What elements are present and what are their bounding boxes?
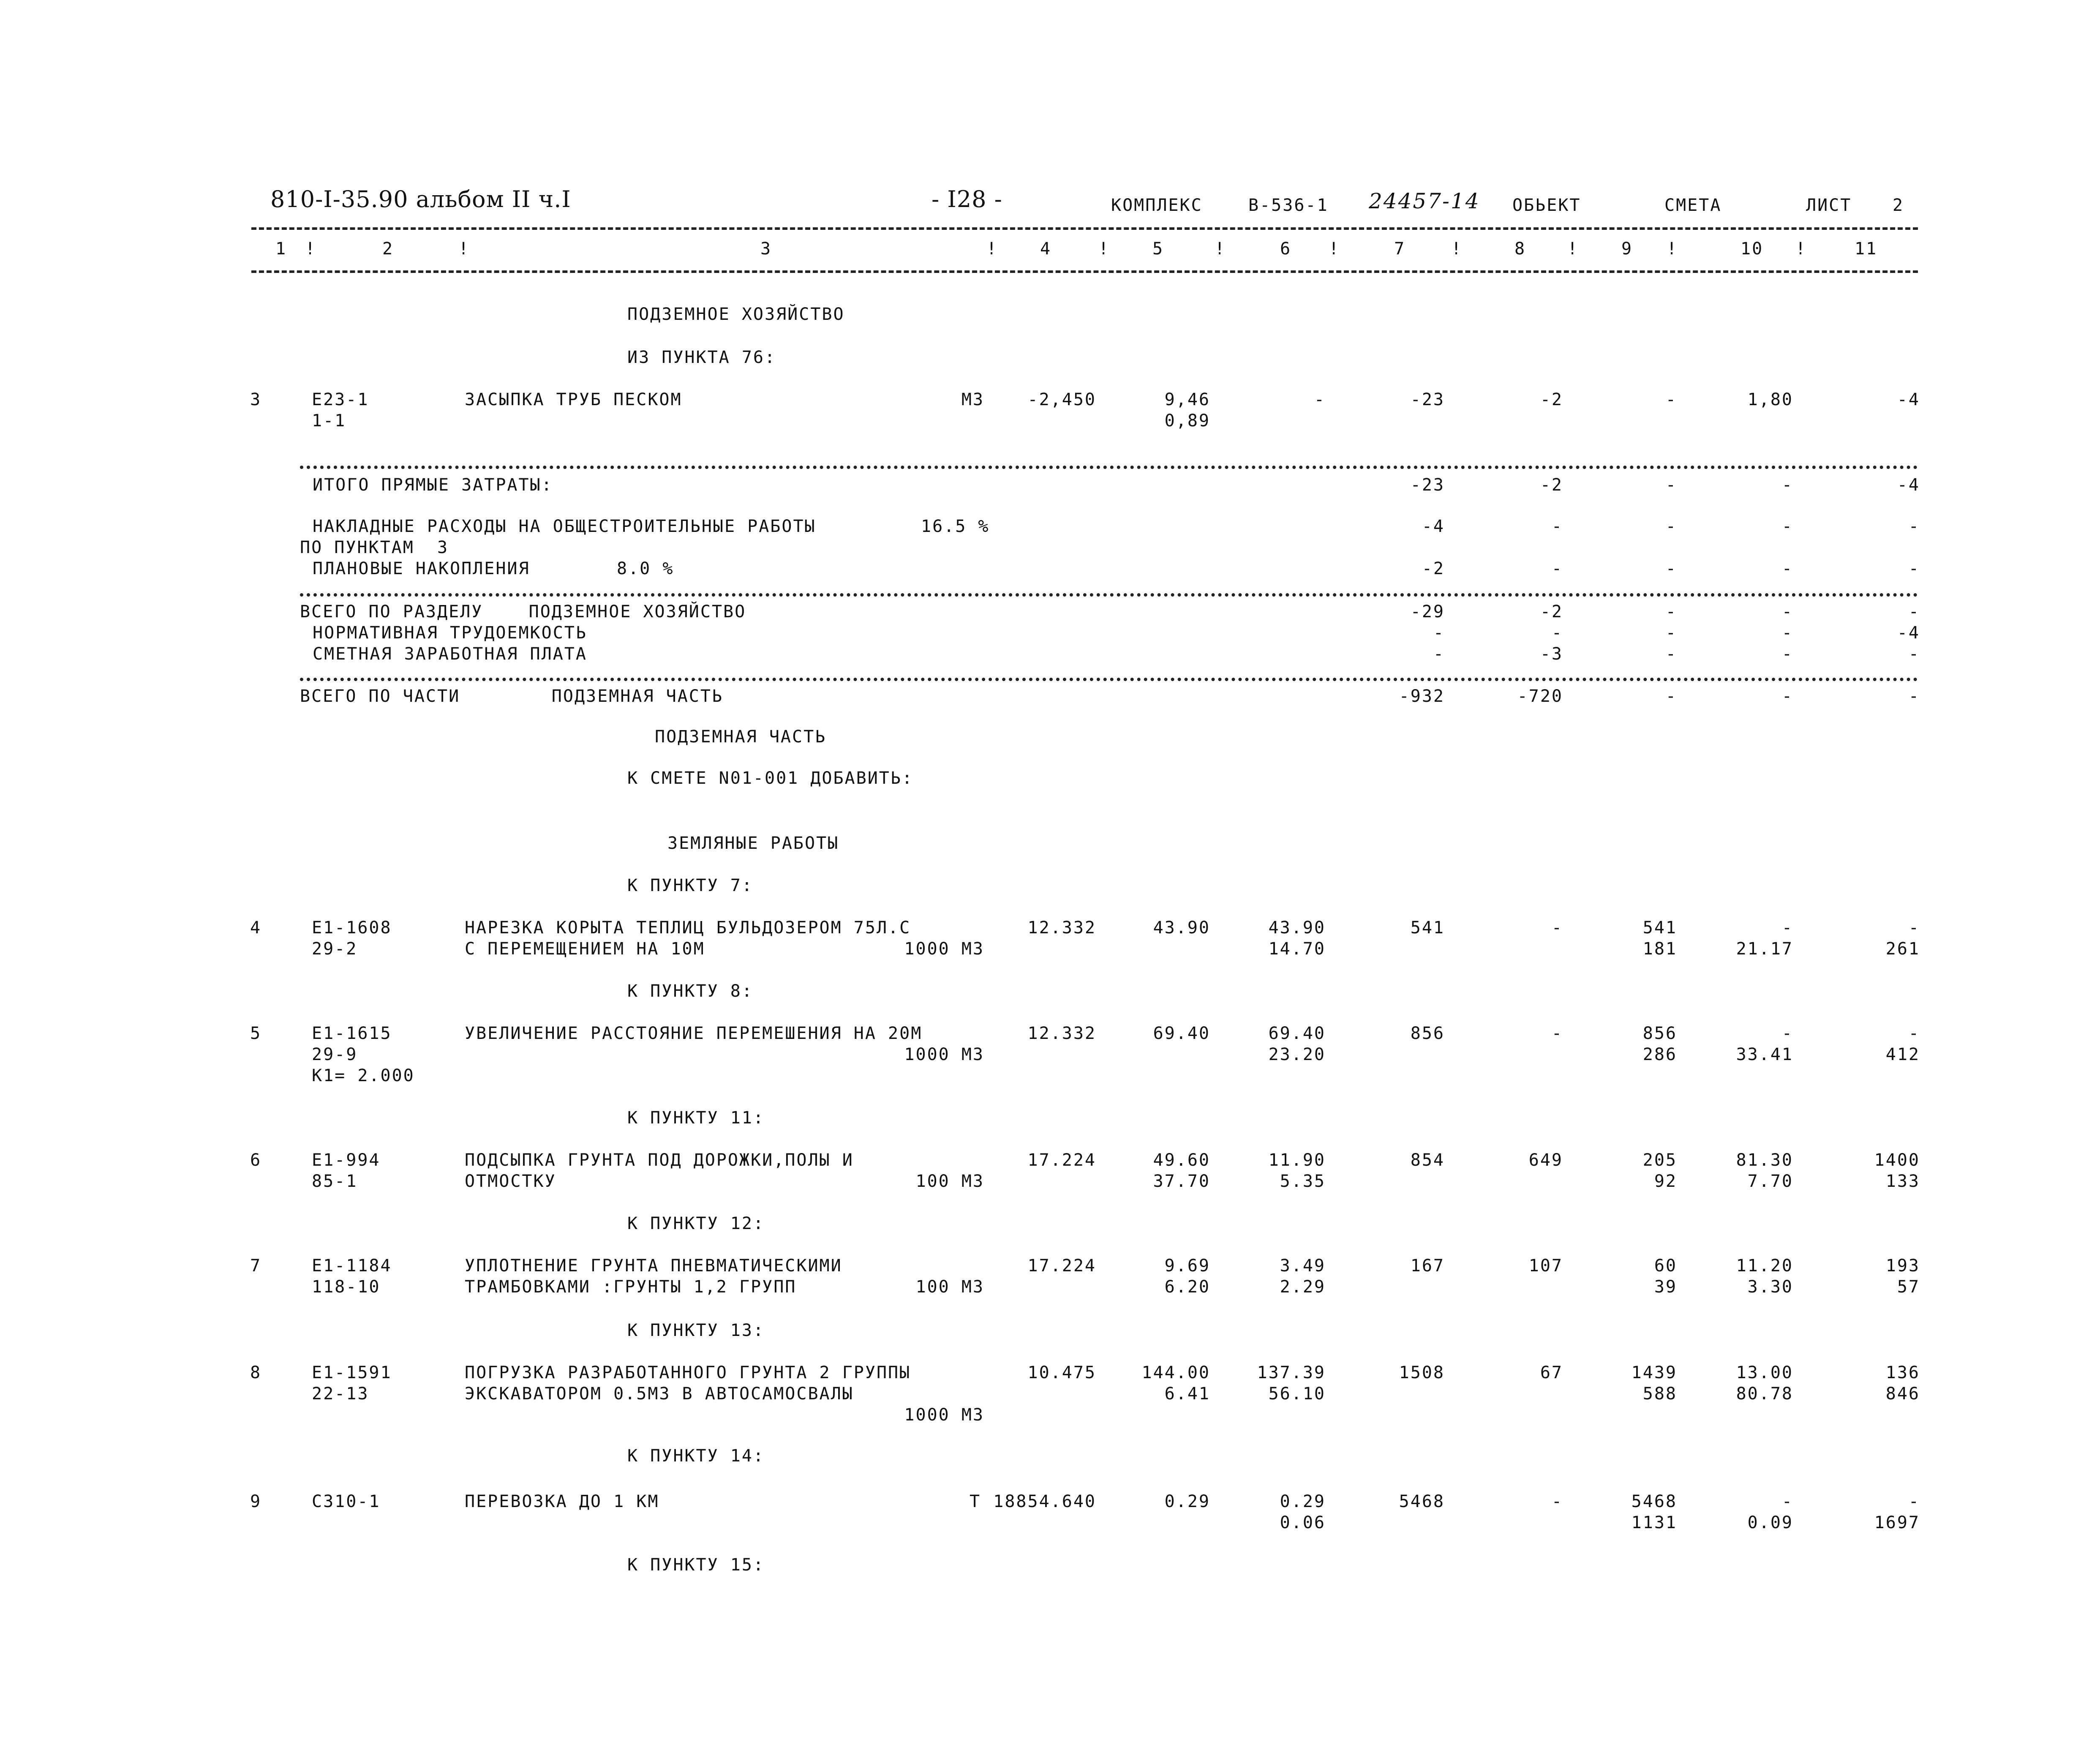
dotted-separator [300, 678, 1918, 681]
value-c7: 856 [1410, 1024, 1445, 1043]
value-c6: 3.49 [1280, 1256, 1326, 1276]
value-c8: - [1551, 918, 1563, 938]
point-heading: К ПУНКТУ 12: [627, 1214, 765, 1233]
work-description: УПЛОТНЕНИЕ ГРУНТА ПНЕВМАТИЧЕСКИМИ [465, 1256, 842, 1276]
rate-code: Е1-994 [312, 1150, 381, 1170]
quantity: 18854.640 [993, 1492, 1096, 1511]
column-separator: ! [1098, 239, 1110, 259]
section-total-value: - [1908, 602, 1920, 621]
value-c6: 56.10 [1268, 1384, 1326, 1404]
wage-value: - [1908, 644, 1920, 664]
planned-value: - [1665, 559, 1677, 578]
page-number: - I28 - [932, 186, 1002, 213]
part-total-label: ВСЕГО ПО ЧАСТИ ПОДЗЕМНАЯ ЧАСТЬ [300, 687, 724, 706]
labor-value: - [1551, 623, 1563, 643]
labor-value: -4 [1897, 623, 1920, 643]
part-total-value: -932 [1399, 687, 1445, 706]
column-number: 10 [1740, 239, 1764, 259]
header-rule [251, 227, 1918, 230]
part-total-value: - [1665, 687, 1677, 706]
section-total-value: -29 [1410, 602, 1445, 621]
part-total-value: -720 [1517, 687, 1563, 706]
value-c5: 0,89 [1164, 411, 1210, 431]
work-description: ПОДСЫПКА ГРУНТА ПОД ДОРОЖКИ,ПОЛЫ И [465, 1150, 854, 1170]
complex-label: КОМПЛЕКС [1111, 196, 1203, 215]
row-number: 9 [250, 1492, 262, 1511]
value-c11: 57 [1897, 1277, 1920, 1297]
value-c9: 286 [1642, 1045, 1677, 1064]
column-number: 1 [275, 239, 287, 259]
unit: 100 М3 [915, 1277, 984, 1297]
value-c10: 3.30 [1747, 1277, 1793, 1297]
rate-code: Е1-1608 [312, 918, 392, 938]
section-total-value: - [1665, 602, 1677, 621]
wage-value: - [1433, 644, 1445, 664]
value-c9: 92 [1654, 1172, 1677, 1191]
column-number: 7 [1394, 239, 1406, 259]
value-c9: 588 [1642, 1384, 1677, 1404]
column-number: 9 [1621, 239, 1633, 259]
row-number: 6 [250, 1150, 262, 1170]
value-c5: 49.60 [1153, 1150, 1210, 1170]
value-c5: 9.69 [1164, 1256, 1210, 1276]
column-number: 8 [1514, 239, 1526, 259]
value-c6: 0.06 [1280, 1513, 1326, 1532]
value-c9: 5468 [1631, 1492, 1677, 1511]
work-description: ЭКСКАВАТОРОМ 0.5М3 В АВТОСАМОСВАЛЫ [465, 1384, 854, 1404]
value-c8: 107 [1528, 1256, 1563, 1276]
value-c11: 1400 [1874, 1150, 1920, 1170]
point-heading: К ПУНКТУ 15: [627, 1555, 765, 1575]
estimate-label: СМЕТА [1664, 196, 1722, 215]
planned-value: - [1551, 559, 1563, 578]
planned-savings-rate: 8.0 % [617, 559, 674, 578]
value-c10: 7.70 [1747, 1172, 1793, 1191]
value-c11: 136 [1885, 1363, 1920, 1382]
unit: М3 [961, 390, 984, 409]
rate-code: Е1-1615 [312, 1024, 392, 1043]
column-separator: ! [458, 239, 470, 259]
row-number: 8 [250, 1363, 262, 1382]
value-c8: 67 [1540, 1363, 1563, 1382]
wage-value: - [1665, 644, 1677, 664]
value-c11: 193 [1885, 1256, 1920, 1276]
value-c6: 0.29 [1280, 1492, 1326, 1511]
wage-value: -3 [1540, 644, 1563, 664]
work-description: ТРАМБОВКАМИ :ГРУНТЫ 1,2 ГРУПП [465, 1277, 797, 1297]
direct-value: -4 [1897, 475, 1920, 495]
value-c11: - [1908, 1024, 1920, 1043]
column-number: 4 [1040, 239, 1052, 259]
labor-intensity-label: НОРМАТИВНАЯ ТРУДОЕМКОСТЬ [313, 623, 587, 643]
rate-code: 29-2 [312, 939, 358, 959]
column-separator: ! [1329, 239, 1340, 259]
rate-code: Е23-1 [312, 390, 369, 409]
work-description: ПЕРЕВОЗКА ДО 1 КМ [465, 1492, 659, 1511]
quantity: 10.475 [1027, 1363, 1096, 1382]
rate-code: 118-10 [312, 1277, 381, 1297]
work-description: ОТМОСТКУ [465, 1172, 556, 1191]
handwritten-code: 24457-14 [1369, 189, 1480, 213]
value-c9: 1131 [1631, 1513, 1677, 1532]
value-c11: -4 [1897, 390, 1920, 409]
rate-code: Е1-1591 [312, 1363, 392, 1382]
overhead-value: - [1665, 517, 1677, 536]
point-heading: К ПУНКТУ 8: [627, 981, 753, 1001]
value-c9: 60 [1654, 1256, 1677, 1276]
value-c7: 1508 [1399, 1363, 1445, 1382]
labor-value: - [1781, 623, 1793, 643]
value-c6: 137.39 [1257, 1363, 1326, 1382]
value-c11: 261 [1885, 939, 1920, 959]
value-c11: 846 [1885, 1384, 1920, 1404]
add-note: К СМЕТЕ N01-001 ДОБАВИТЬ: [627, 769, 914, 788]
value-c9: 541 [1642, 918, 1677, 938]
value-c10: 33.41 [1736, 1045, 1793, 1064]
value-c6: 69.40 [1268, 1024, 1326, 1043]
value-c11: 1697 [1874, 1513, 1920, 1532]
column-separator: ! [1451, 239, 1463, 259]
column-number: 2 [382, 239, 394, 259]
rate-code: 85-1 [312, 1172, 358, 1191]
row-number: 5 [250, 1024, 262, 1043]
quantity: 17.224 [1027, 1150, 1096, 1170]
value-c11: 133 [1885, 1172, 1920, 1191]
column-separator: ! [986, 239, 998, 259]
column-separator: ! [1795, 239, 1807, 259]
value-c5: 37.70 [1153, 1172, 1210, 1191]
value-c10: - [1781, 918, 1793, 938]
part-total-value: - [1781, 687, 1793, 706]
direct-value: - [1781, 475, 1793, 495]
planned-value: -2 [1422, 559, 1445, 578]
direct-value: - [1665, 475, 1677, 495]
value-c7: 854 [1410, 1150, 1445, 1170]
value-c11: - [1908, 1492, 1920, 1511]
value-c9: 39 [1654, 1277, 1677, 1297]
value-c6: 14.70 [1268, 939, 1326, 959]
quantity: 12.332 [1027, 1024, 1096, 1043]
value-c10: 0.09 [1747, 1513, 1793, 1532]
column-separator: ! [305, 239, 317, 259]
value-c11: 412 [1885, 1045, 1920, 1064]
value-c8: -2 [1540, 390, 1563, 409]
value-c6: 11.90 [1268, 1150, 1326, 1170]
dotted-separator [300, 466, 1918, 469]
value-c6: 2.29 [1280, 1277, 1326, 1297]
value-c6: 23.20 [1268, 1045, 1326, 1064]
value-c7: 5468 [1399, 1492, 1445, 1511]
value-c8: - [1551, 1024, 1563, 1043]
overhead-items-label: ПО ПУНКТАМ 3 [300, 538, 449, 557]
overhead-value: - [1781, 517, 1793, 536]
value-c10: 21.17 [1736, 939, 1793, 959]
overhead-value: - [1908, 517, 1920, 536]
work-description: ПОГРУЗКА РАЗРАБОТАННОГО ГРУНТА 2 ГРУППЫ [465, 1363, 911, 1382]
value-c7: 541 [1410, 918, 1445, 938]
value-c9: 205 [1642, 1150, 1677, 1170]
value-c5: 6.41 [1164, 1384, 1210, 1404]
value-c6: 5.35 [1280, 1172, 1326, 1191]
point-heading: К ПУНКТУ 14: [627, 1446, 765, 1466]
direct-value: -2 [1540, 475, 1563, 495]
column-separator: ! [1667, 239, 1678, 259]
value-c10: 1,80 [1747, 390, 1793, 409]
dotted-separator [300, 593, 1918, 597]
object-label: ОБЬЕКТ [1512, 196, 1581, 215]
value-c5: 43.90 [1153, 918, 1210, 938]
value-c8: - [1551, 1492, 1563, 1511]
point-heading: К ПУНКТУ 7: [627, 876, 753, 895]
planned-value: - [1908, 559, 1920, 578]
work-description: ЗАСЫПКА ТРУБ ПЕСКОМ [465, 390, 682, 409]
value-c5: 69.40 [1153, 1024, 1210, 1043]
overhead-value: -4 [1422, 517, 1445, 536]
estimated-wage-label: СМЕТНАЯ ЗАРАБОТНАЯ ПЛАТА [313, 644, 587, 664]
column-number: 5 [1152, 239, 1164, 259]
unit: Т [970, 1492, 981, 1511]
value-c9: 181 [1642, 939, 1677, 959]
works-heading: ЗЕМЛЯНЫЕ РАБОТЫ [667, 834, 839, 853]
work-description: НАРЕЗКА КОРЫТА ТЕПЛИЦ БУЛЬДОЗЕРОМ 75Л.С [465, 918, 911, 938]
sheet-label: ЛИСТ [1806, 196, 1852, 215]
section-title: ПОДЗЕМНОЕ ХОЗЯЙСТВО [627, 305, 845, 324]
row-number: 4 [250, 918, 262, 938]
column-separator: ! [1215, 239, 1226, 259]
row-number: 3 [250, 390, 262, 409]
value-c5: 9,46 [1164, 390, 1210, 409]
labor-value: - [1433, 623, 1445, 643]
direct-costs-label: ИТОГО ПРЯМЫЕ ЗАТРАТЫ: [313, 475, 553, 495]
unit: 1000 М3 [904, 1405, 984, 1425]
section-total-value: -2 [1540, 602, 1563, 621]
section-total-label: ВСЕГО ПО РАЗДЕЛУ ПОДЗЕМНОЕ ХОЗЯЙСТВО [300, 602, 746, 621]
value-c9: - [1665, 390, 1677, 409]
column-number: 11 [1855, 239, 1878, 259]
work-description: С ПЕРЕМЕЩЕНИЕМ НА 10М [465, 939, 705, 959]
value-c10: 13.00 [1736, 1363, 1793, 1382]
part-total-value: - [1908, 687, 1920, 706]
point-heading: К ПУНКТУ 13: [627, 1321, 765, 1340]
labor-value: - [1665, 623, 1677, 643]
unit: 1000 М3 [904, 1045, 984, 1064]
value-c10: 81.30 [1736, 1150, 1793, 1170]
planned-value: - [1781, 559, 1793, 578]
rate-code: С310-1 [312, 1492, 381, 1511]
rate-code: 1-1 [312, 411, 346, 431]
value-c5: 6.20 [1164, 1277, 1210, 1297]
sheet-number: 2 [1893, 196, 1904, 215]
column-rule [251, 270, 1918, 273]
value-c8: 649 [1528, 1150, 1563, 1170]
column-number: 3 [760, 239, 772, 259]
value-c6: - [1314, 390, 1326, 409]
value-c9: 1439 [1631, 1363, 1677, 1382]
value-c6: 43.90 [1268, 918, 1326, 938]
unit: 100 М3 [915, 1172, 984, 1191]
document-reference: 810-I-35.90 альбом II ч.I [270, 186, 571, 213]
work-description: УВЕЛИЧЕНИЕ РАССТОЯНИЕ ПЕРЕМЕШЕНИЯ НА 20М [465, 1024, 923, 1043]
value-c10: 80.78 [1736, 1384, 1793, 1404]
overhead-label: НАКЛАДНЫЕ РАСХОДЫ НА ОБЩЕСТРОИТЕЛЬНЫЕ РАБОТЫ [313, 517, 816, 536]
rate-code: К1= 2.000 [312, 1066, 415, 1085]
value-c7: -23 [1410, 390, 1445, 409]
value-c10: - [1781, 1024, 1793, 1043]
direct-value: -23 [1410, 475, 1445, 495]
value-c9: 856 [1642, 1024, 1677, 1043]
value-c5: 144.00 [1141, 1363, 1210, 1382]
quantity: 17.224 [1027, 1256, 1096, 1276]
value-c11: - [1908, 918, 1920, 938]
wage-value: - [1781, 644, 1793, 664]
value-c5: 0.29 [1164, 1492, 1210, 1511]
column-separator: ! [1567, 239, 1579, 259]
overhead-value: - [1551, 517, 1563, 536]
section-subtitle: ИЗ ПУНКТА 76: [627, 348, 776, 367]
complex-code: В-536-1 [1248, 196, 1329, 215]
value-c7: 167 [1410, 1256, 1445, 1276]
quantity: -2,450 [1027, 390, 1096, 409]
rate-code: 29-9 [312, 1045, 358, 1064]
quantity: 12.332 [1027, 918, 1096, 938]
value-c10: 11.20 [1736, 1256, 1793, 1276]
point-heading: К ПУНКТУ 11: [627, 1108, 765, 1128]
section-total-value: - [1781, 602, 1793, 621]
rate-code: 22-13 [312, 1384, 369, 1404]
rate-code: Е1-1184 [312, 1256, 392, 1276]
column-number: 6 [1280, 239, 1292, 259]
planned-savings-label: ПЛАНОВЫЕ НАКОПЛЕНИЯ [313, 559, 530, 578]
value-c10: - [1781, 1492, 1793, 1511]
row-number: 7 [250, 1256, 262, 1276]
unit: 1000 М3 [904, 939, 984, 959]
section-title: ПОДЗЕМНАЯ ЧАСТЬ [655, 727, 827, 747]
overhead-rate: 16.5 % [921, 517, 990, 536]
